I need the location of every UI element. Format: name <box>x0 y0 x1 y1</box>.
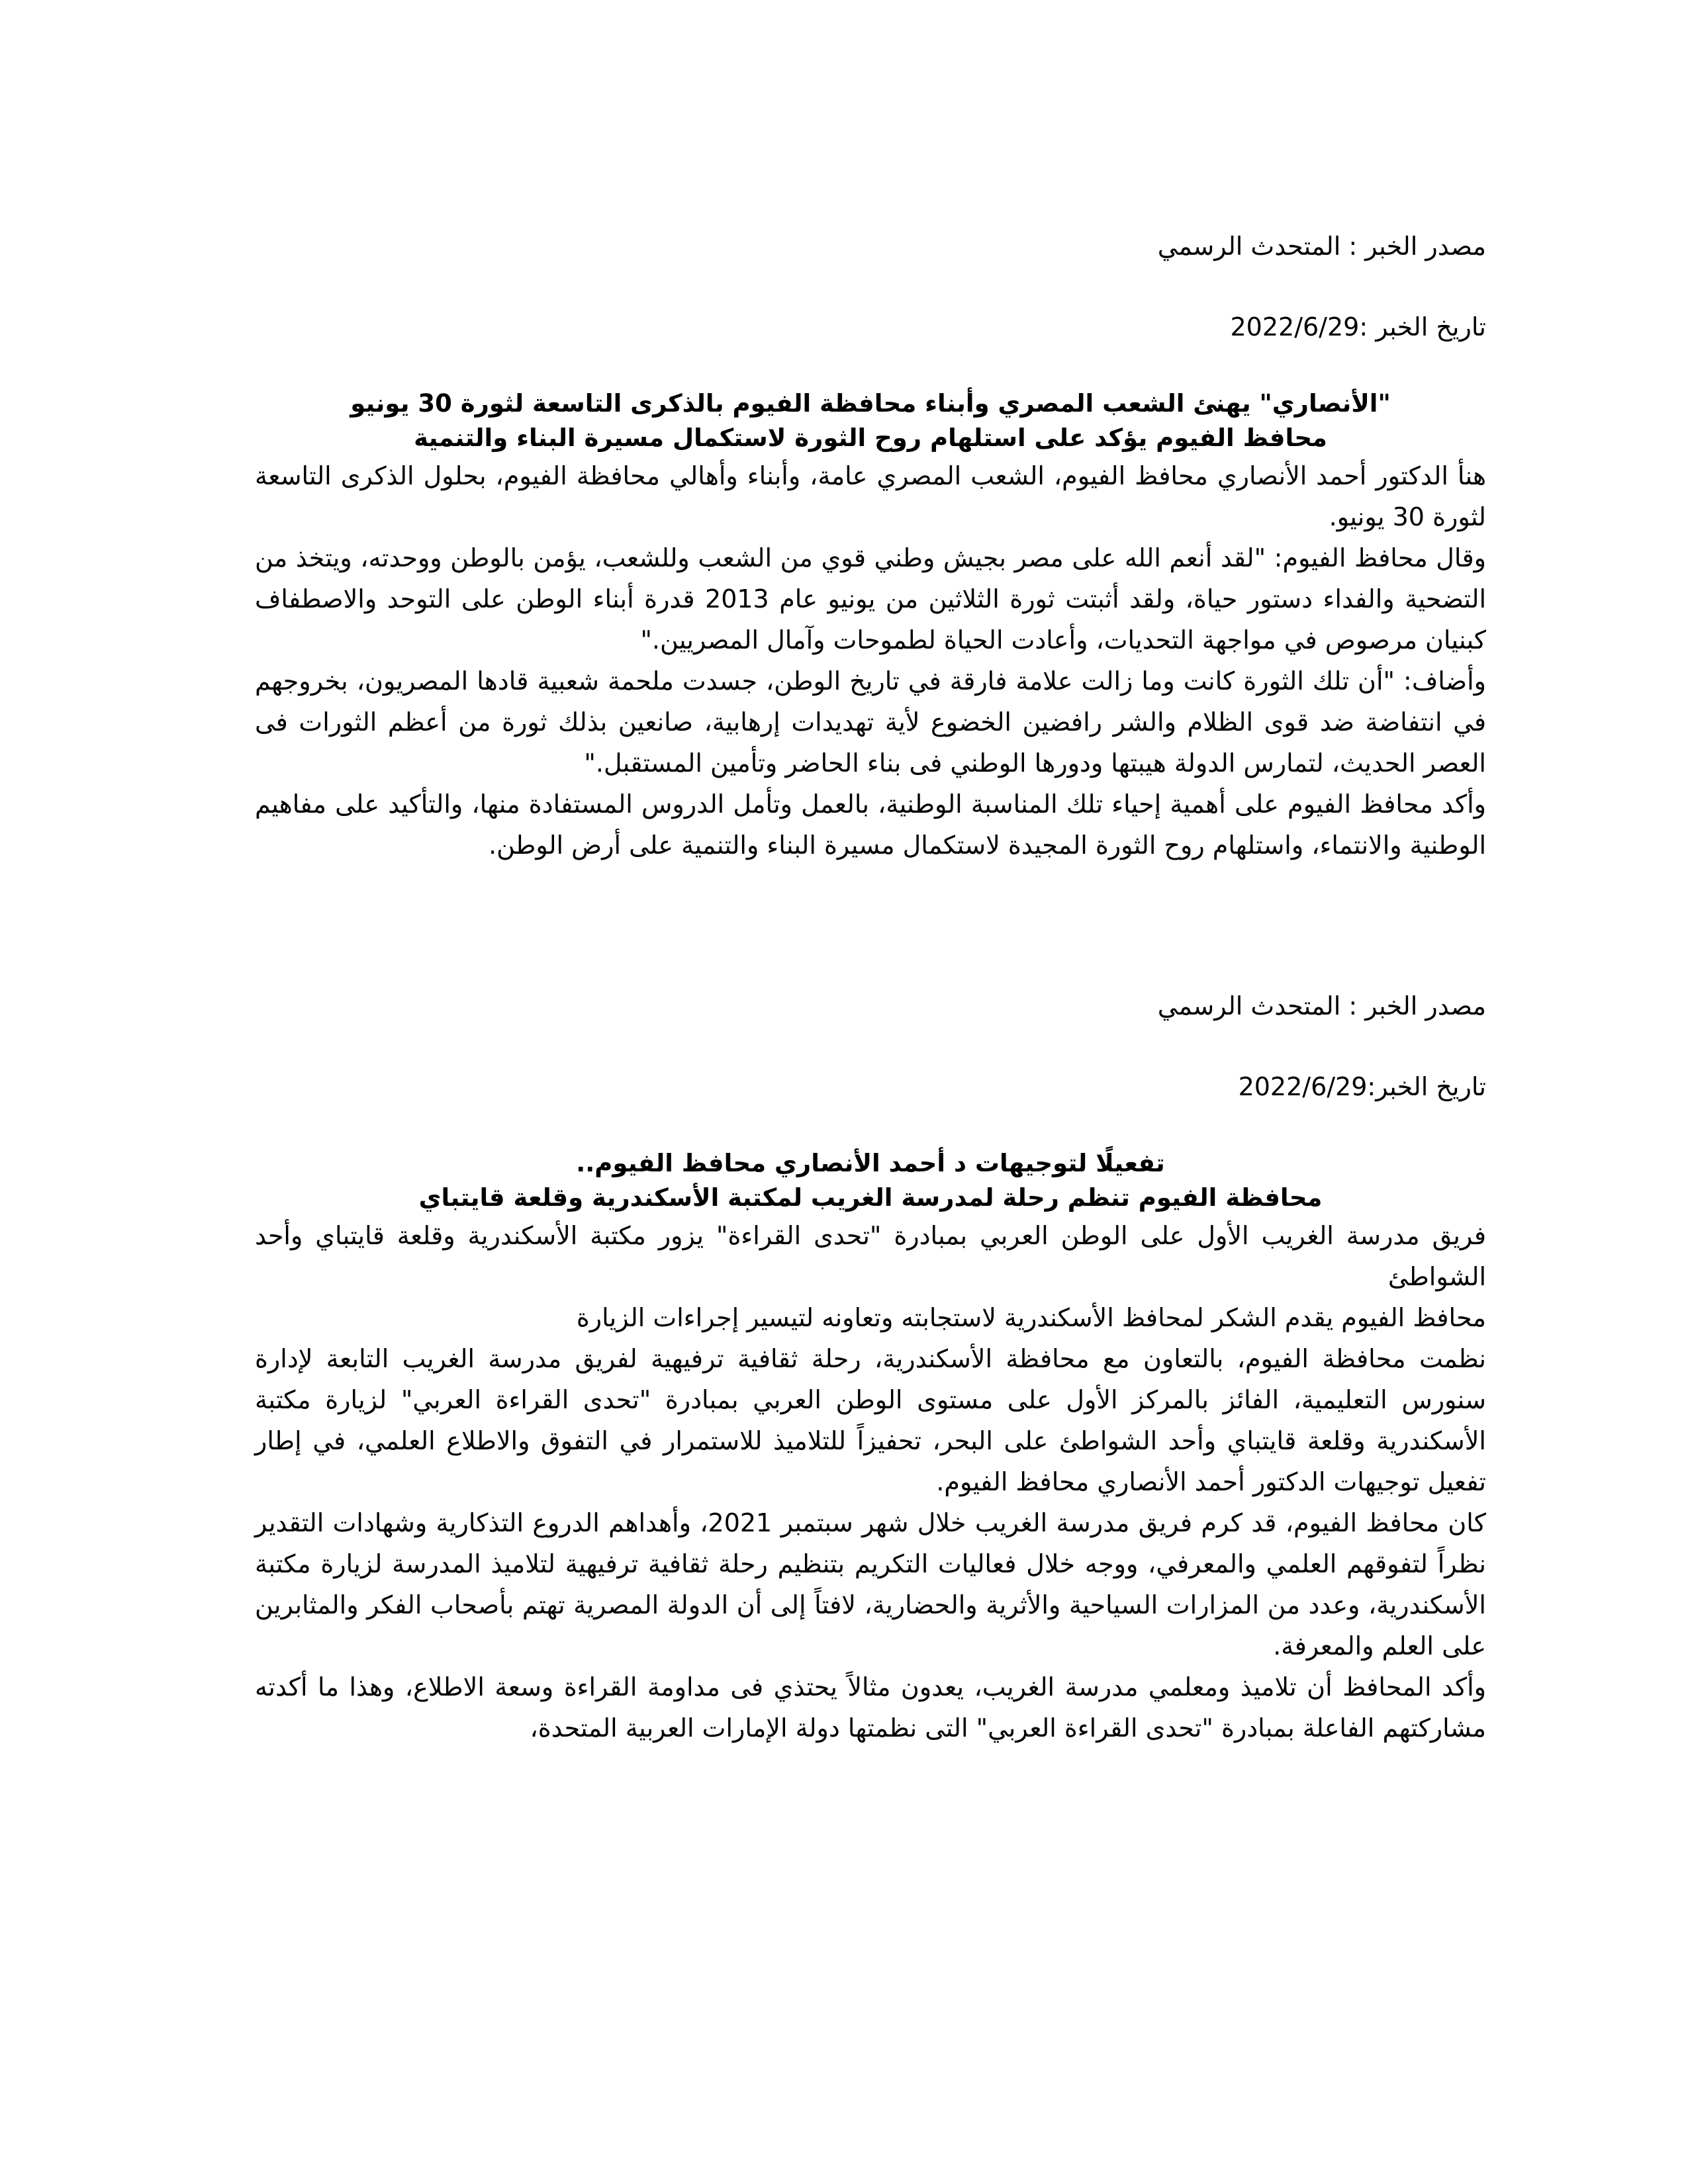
paragraph: هنأ الدكتور أحمد الأنصاري محافظ الفيوم، الشعب المصري عامة، وأبناء وأهالي محافظة الفيوم، بحلول الذكرى التاسعة لثورة 30 يونيو. <box>255 461 1486 531</box>
headline-block <box>255 1146 1486 1215</box>
article-separator <box>255 866 1486 985</box>
paragraph: محافظ الفيوم يقدم الشكر لمحافظ الأسكندرية لاستجابته وتعاونه لتيسير إجراءات الزيارة <box>576 1303 1486 1332</box>
article-2 <box>255 985 1486 1749</box>
paragraph: فريق مدرسة الغريب الأول على الوطن العربي بمبادرة "تحدى القراءة" يزور مكتبة الأسكندرية وقلعة قايتباي وأحد الشواطئ <box>255 1221 1486 1291</box>
headline-sub: محافظة الفيوم تنظم رحلة لمدرسة الغريب لمكتبة الأسكندرية وقلعة قايتباي <box>418 1183 1323 1212</box>
paragraph: كان محافظ الفيوم، قد كرم فريق مدرسة الغريب خلال شهر سبتمبر 2021، وأهداهم الدروع التذكارية وشهادات التقدير نظراً لتفوقهم العلمي والمعرفي، ووجه خلال فعاليات التكريم بتنظيم رحلة ثقافية ترفيهية لتلاميذ المدرسة لزيارة مكتبة الأسكندرية، وعدد من المزارات السياحية والأثرية والحضارية، لافتاً إلى أن الدولة المصرية تهتم بأصحاب الفكر والمثابرين على العلم والمعرفة. <box>255 1508 1486 1661</box>
paragraph: وقال محافظ الفيوم: "لقد أنعم الله على مصر بجيش وطني قوي من الشعب وللشعب، يؤمن بالوطن ووحدته، ويتخذ من التضحية والفداء دستور حياة، ولقد أثبتت ثورة الثلاثين من يونيو عام 2013 قدرة أبناء الوطن على التوحد والاصطفاف كبنيان مرصوص في مواجهة التحديات، وأعادت الحياة لطموحات وآمال المصريين." <box>255 543 1486 655</box>
article-1 <box>255 225 1486 866</box>
paragraph: نظمت محافظة الفيوم، بالتعاون مع محافظة الأسكندرية، رحلة ثقافية ترفيهية لفريق مدرسة الغريب التابعة لإدارة سنورس التعليمية، الفائز بالمركز الأول على مستوى الوطن العربي بمبادرة "تحدى القراءة العربي" لزيارة مكتبة الأسكندرية وقلعة قايتباي وأحد الشواطئ على البحر، تحفيزاً للتلاميذ للاستمرار في التفوق والاطلاع العلمي، في إطار تفعيل توجيهات الدكتور أحمد الأنصاري محافظ الفيوم. <box>255 1344 1486 1496</box>
paragraph: وأكد المحافظ أن تلاميذ ومعلمي مدرسة الغريب، يعدون مثالاً يحتذي فى مداومة القراءة وسعة الاطلاع، وهذا ما أكدته مشاركتهم الفاعلة بمبادرة "تحدى القراءة العربي" التى نظمتها دولة الإمارات العربية المتحدة، <box>255 1672 1486 1743</box>
headline-main: "الأنصاري" يهنئ الشعب المصري وأبناء محافظة الفيوم بالذكرى التاسعة لثورة 30 يونيو <box>350 389 1391 418</box>
paragraph: وأضاف: "أن تلك الثورة كانت وما زالت علامة فارقة في تاريخ الوطن، جسدت ملحمة شعبية قادها المصريون، بخروجهم في انتفاضة ضد قوى الظلام والشر رافضين الخضوع لأية تهديدات إرهابية، صانعين بذلك ثورة من أعظم الثورات فى العصر الحديث، لتمارس الدولة هيبتها ودورها الوطني فى بناء الحاضر وتأمين المستقبل." <box>255 666 1486 778</box>
document-page <box>255 225 1486 1749</box>
headline-main: تفعيلًا لتوجيهات د أحمد الأنصاري محافظ الفيوم.. <box>576 1149 1165 1177</box>
news-source: مصدر الخبر : المتحدث الرسمي <box>1157 232 1486 261</box>
news-date: تاريخ الخبر:2022/6/29 <box>1238 1072 1486 1101</box>
news-source: مصدر الخبر : المتحدث الرسمي <box>1157 991 1486 1021</box>
paragraph: وأكد محافظ الفيوم على أهمية إحياء تلك المناسبة الوطنية، بالعمل وتأمل الدروس المستفادة منها، والتأكيد على مفاهيم الوطنية والانتماء، واستلهام روح الثورة المجيدة لاستكمال مسيرة البناء والتنمية على أرض الوطن. <box>255 790 1486 860</box>
news-date: تاريخ الخبر :2022/6/29 <box>1230 312 1486 341</box>
headline-sub: محافظ الفيوم يؤكد على استلهام روح الثورة لاستكمال مسيرة البناء والتنمية <box>414 424 1327 452</box>
headline-block <box>255 387 1486 455</box>
